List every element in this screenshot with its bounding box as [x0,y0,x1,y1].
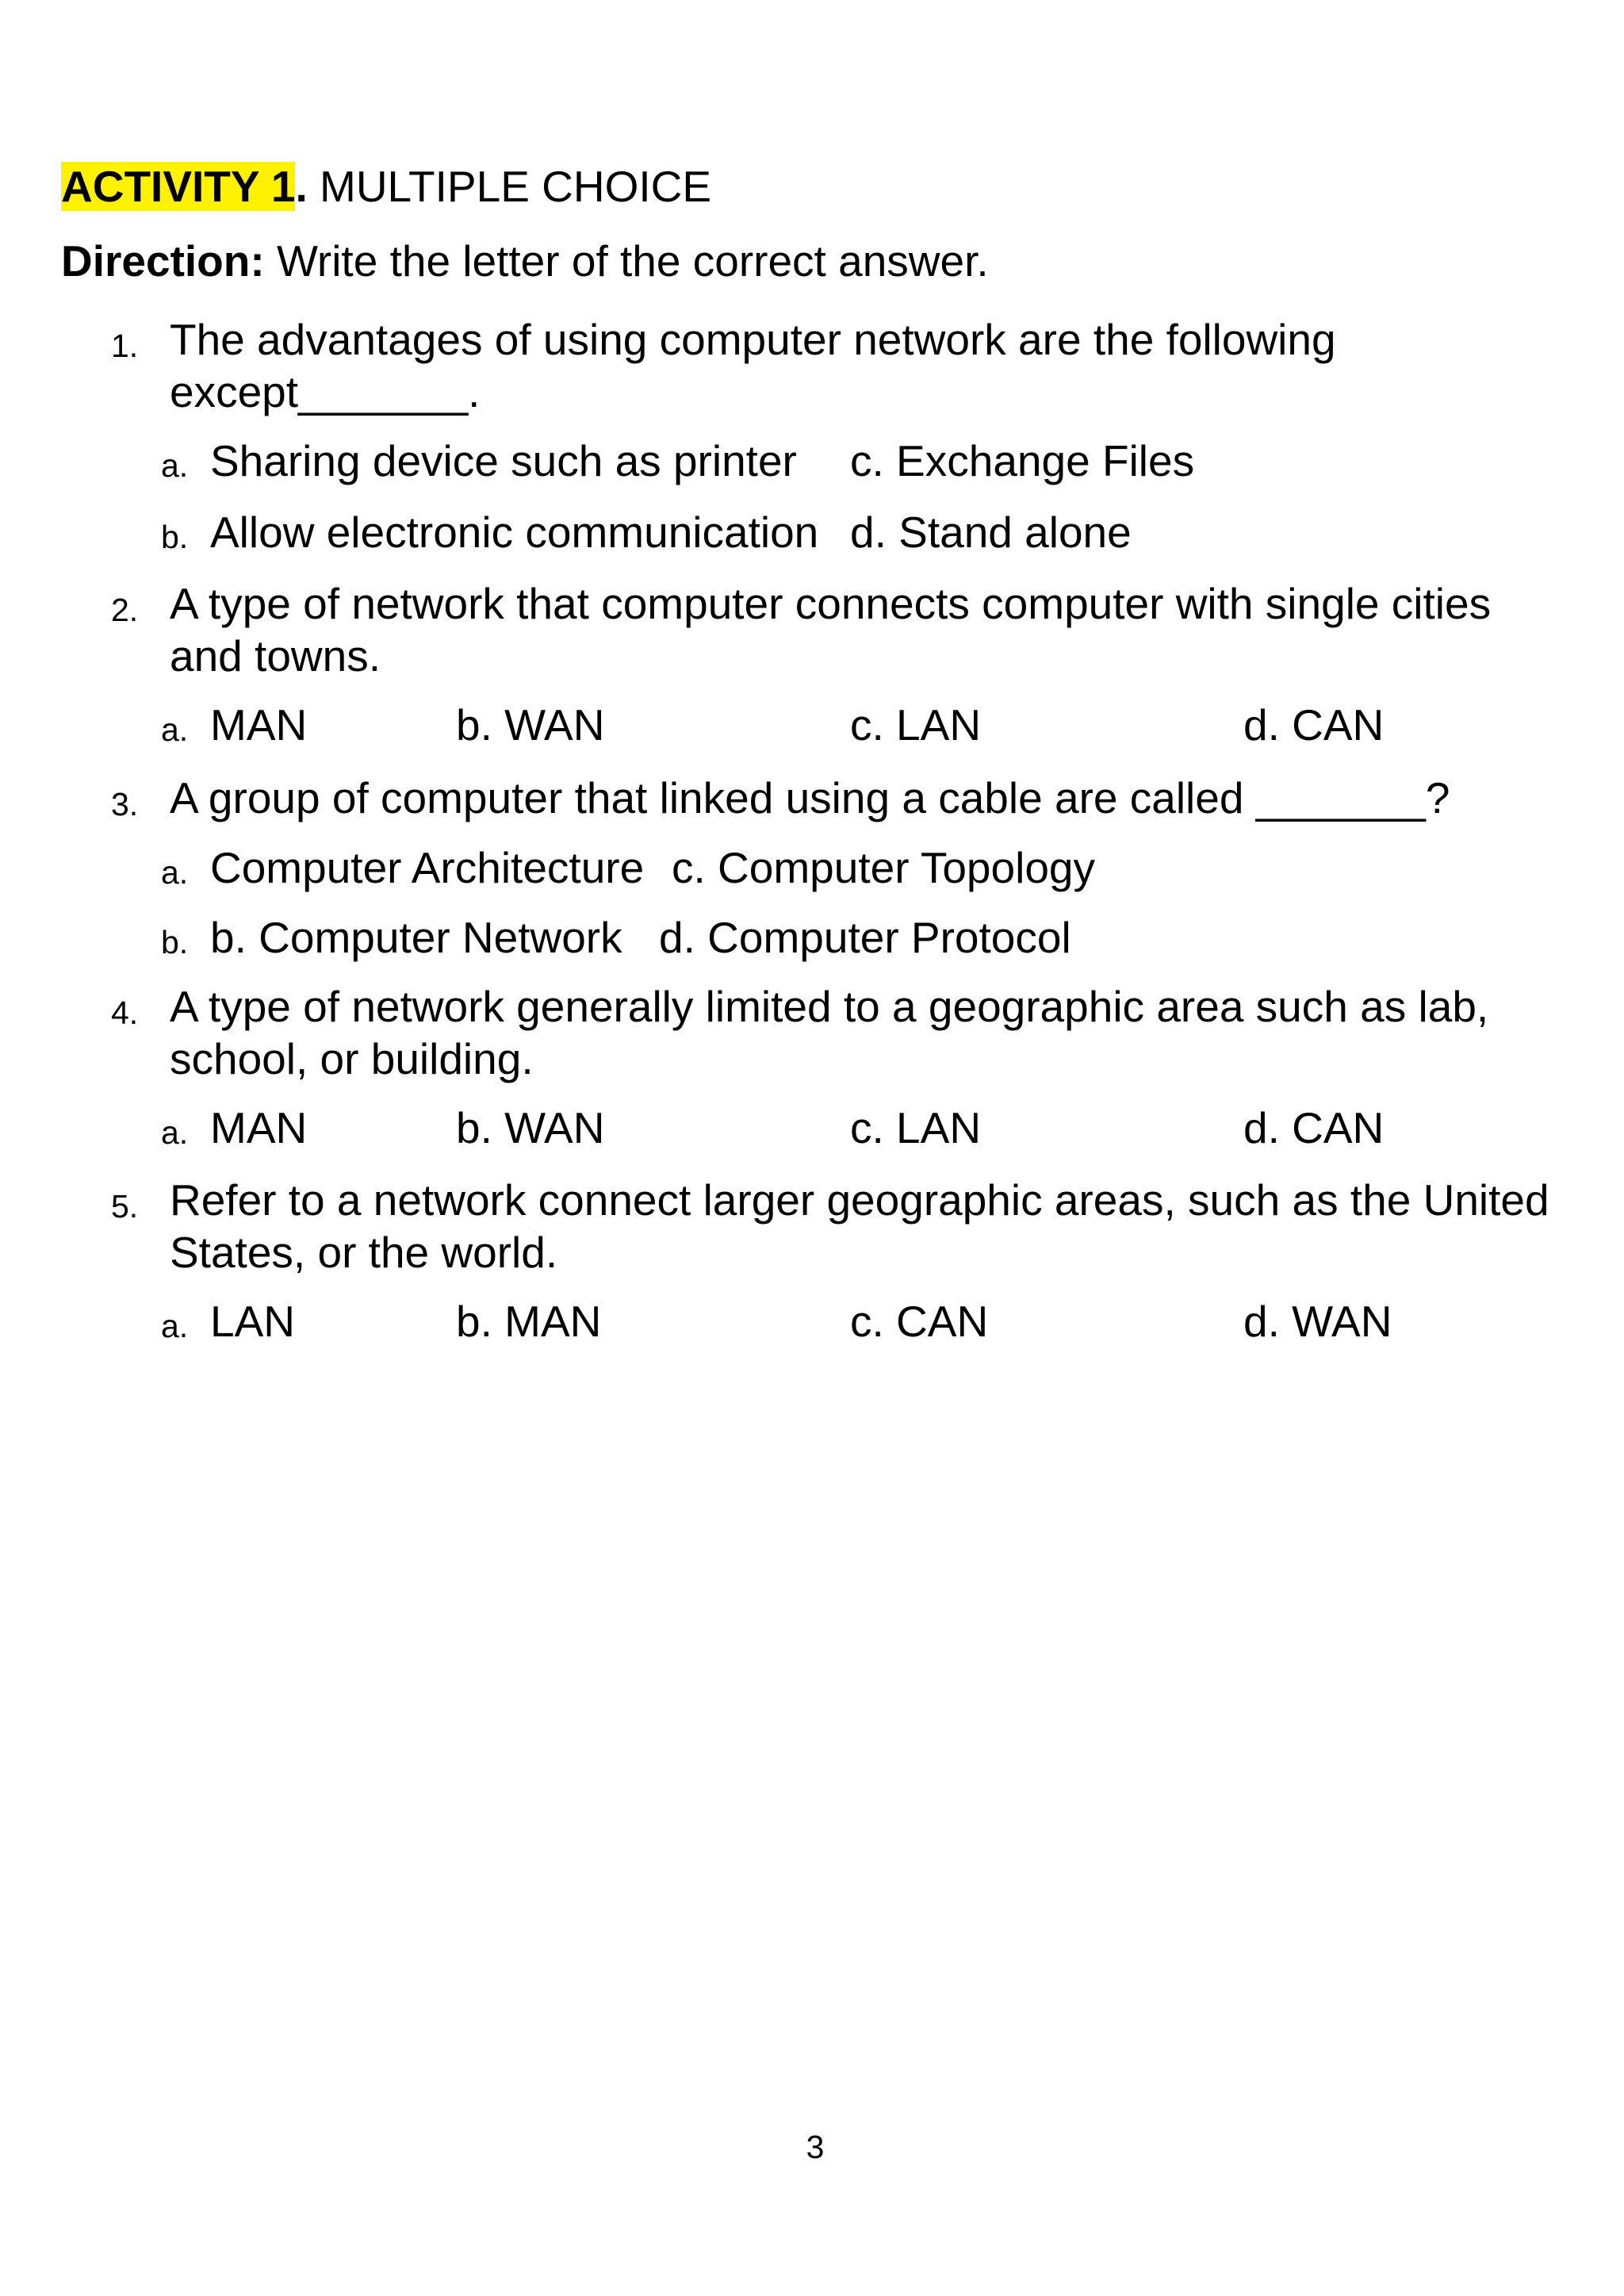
question-text: A type of network that computer connects computer with single cities [170,579,1492,628]
option-marker: a. [161,711,189,748]
answer-option: Allow electronic communication [210,508,819,557]
answer-option: d. Computer Protocol [659,913,1071,962]
question-number: 3. [111,786,139,822]
answer-option: LAN [210,1297,295,1346]
option-marker: b. [161,519,189,555]
question-text: A group of computer that linked using a cable are called _______? [170,773,1450,822]
answer-option: c. LAN [850,1103,982,1152]
question-text-continued: and towns. [170,631,381,680]
question-number: 4. [111,995,139,1031]
question-number: 2. [111,592,139,628]
activity-label-highlight: ACTIVITY 1 [61,162,296,211]
answer-option: c. LAN [850,700,982,749]
page-number: 3 [806,2129,825,2165]
answer-option: b. WAN [456,700,605,749]
answer-option: c. Computer Topology [672,843,1095,892]
question-text-continued: States, or the world. [170,1228,558,1277]
answer-option: c. Exchange Files [850,436,1195,485]
answer-option: MAN [210,1103,308,1152]
direction-text: Write the letter of the correct answer. [264,236,989,286]
direction-line [61,236,989,286]
option-marker: b. [161,924,189,960]
activity-label [61,162,308,211]
option-marker: a. [161,447,189,484]
option-marker: a. [161,1114,189,1151]
answer-option: b. Computer Network [210,913,622,962]
option-marker: a. [161,854,189,891]
direction-label: Direction: [61,236,265,286]
question-text: Refer to a network connect larger geographic areas, such as the United [170,1175,1549,1225]
activity-title [61,161,711,212]
answer-option: b. WAN [456,1103,605,1152]
question-number: 5. [111,1188,139,1225]
answer-option: d. WAN [1243,1297,1392,1346]
answer-option: Computer Architecture [210,843,645,892]
question-text-continued: school, or building. [170,1034,534,1083]
answer-option: Sharing device such as printer [210,436,797,485]
answer-option: d. Stand alone [850,508,1132,557]
question-text: The advantages of using computer network are the following [170,315,1336,364]
option-marker: a. [161,1308,189,1344]
activity-subtitle: MULTIPLE CHOICE [307,162,712,211]
answer-option: MAN [210,700,308,749]
answer-option: d. CAN [1243,1103,1385,1152]
answer-option: c. CAN [850,1297,989,1346]
question-text: A type of network generally limited to a geographic area such as lab, [170,982,1489,1031]
answer-option: d. CAN [1243,700,1385,749]
activity-label-dot: . [295,162,308,211]
question-number: 1. [111,328,139,364]
question-text-continued: except_______. [170,367,481,416]
answer-option: b. MAN [456,1297,602,1346]
